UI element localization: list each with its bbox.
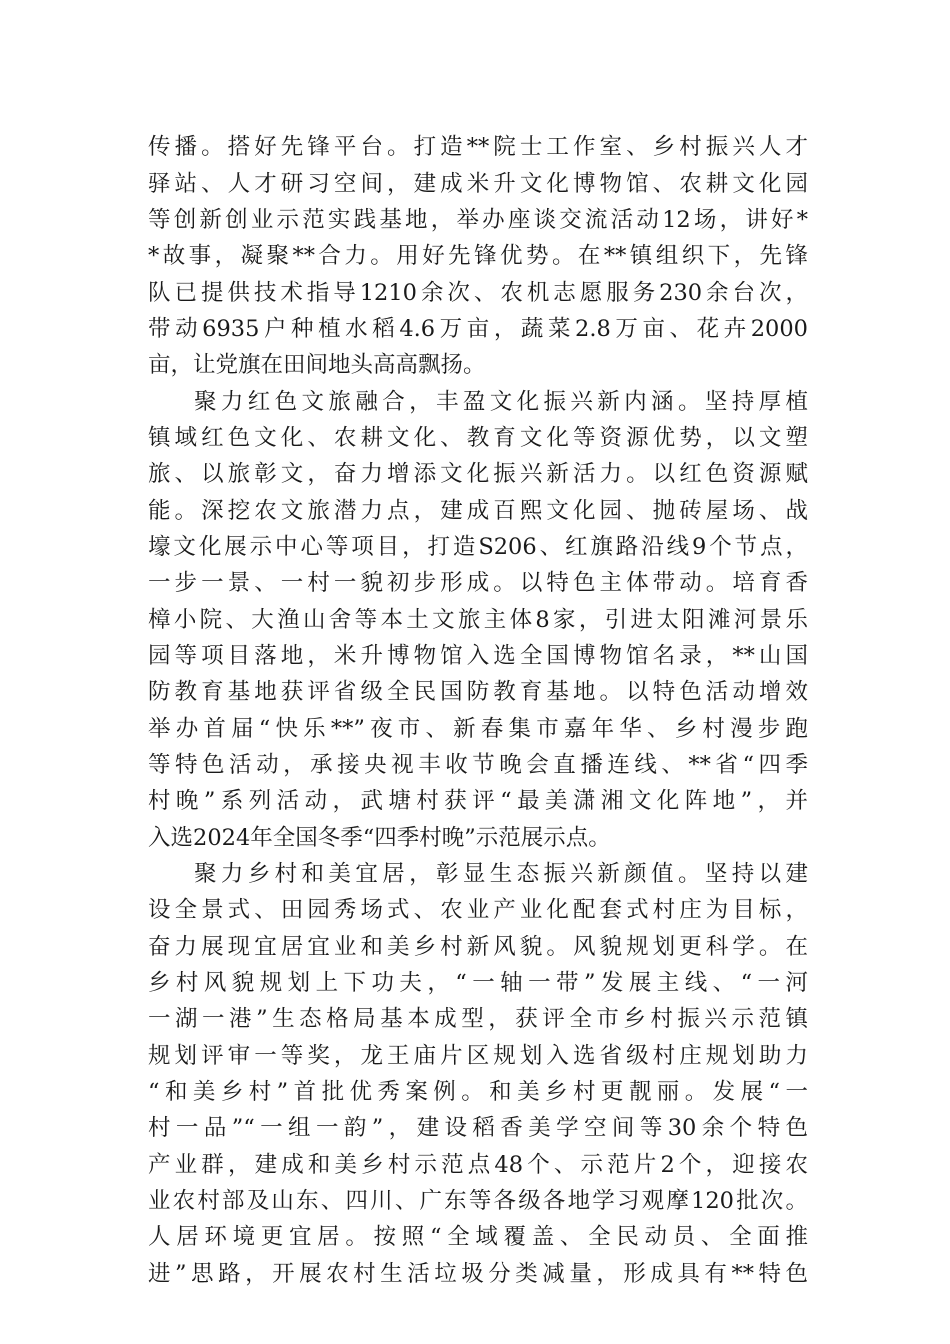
text-line: 亩，让党旗在田间地头高高飘扬。	[148, 352, 486, 378]
text-line: 等特色活动，承接央视丰收节晚会直播连线、**省“四季	[148, 752, 808, 778]
paragraph-first-line: 聚力红色文旅融合，丰盈文化振兴新内涵。坚持厚植	[194, 389, 808, 415]
text-line: 带动6935户种植水稻4.6万亩，蔬菜2.8万亩、花卉2000	[148, 316, 808, 342]
text-line: “和美乡村”首批优秀案例。和美乡村更靓丽。发展“一	[148, 1079, 808, 1105]
text-line: 樟小院、大渔山舍等本土文旅主体8家，引进太阳滩河景乐	[148, 607, 808, 633]
text-line: 规划评审一等奖，龙王庙片区规划入选省级村庄规划助力	[148, 1043, 808, 1069]
text-line: 入选2024年全国冬季“四季村晚”示范展示点。	[148, 825, 611, 851]
text-line: 举办首届“快乐**”夜市、新春集市嘉年华、乡村漫步跑	[148, 716, 808, 742]
paragraph-first-line: 聚力乡村和美宜居，彰显生态振兴新颜值。坚持以建	[194, 861, 808, 887]
text-line: 设全景式、田园秀场式、农业产业化配套式村庄为目标，	[148, 897, 808, 923]
text-line: 旅、以旅彰文，奋力增添文化振兴新活力。以红色资源赋	[148, 461, 808, 487]
text-line: 村晚”系列活动，武塘村获评“最美潇湘文化阵地”，并	[148, 788, 808, 814]
text-line: 奋力展现宜居宜业和美乡村新风貌。风貌规划更科学。在	[148, 934, 808, 960]
text-line: 等创新创业示范实践基地，举办座谈交流活动12场，讲好*	[148, 207, 808, 233]
text-line: 园等项目落地，米升博物馆入选全国博物馆名录，**山国	[148, 643, 808, 669]
text-line: 业农村部及山东、四川、广东等各级各地学习观摩120批次。	[148, 1188, 808, 1214]
text-line: 产业群，建成和美乡村示范点48个、示范片2个，迎接农	[148, 1152, 808, 1178]
text-line: 壕文化展示中心等项目，打造S206、红旗路沿线9个节点，	[148, 534, 808, 560]
text-line: 人居环境更宜居。按照“全域覆盖、全民动员、全面推	[148, 1224, 808, 1250]
text-line: 驿站、人才研习空间，建成米升文化博物馆、农耕文化园	[148, 171, 808, 197]
text-line: 队已提供技术指导1210余次、农机志愿服务230余台次，	[148, 280, 808, 306]
text-line: 能。深挖农文旅潜力点，建成百熙文化园、抛砖屋场、战	[148, 498, 808, 524]
text-line: 乡村风貌规划上下功夫，“一轴一带”发展主线、“一河	[148, 970, 808, 996]
text-line: 防教育基地获评省级全民国防教育基地。以特色活动增效	[148, 679, 808, 705]
text-line: 传播。搭好先锋平台。打造**院士工作室、乡村振兴人才	[148, 134, 808, 160]
text-line: 进”思路，开展农村生活垃圾分类减量，形成具有**特色	[148, 1261, 808, 1287]
text-line: 一步一景、一村一貌初步形成。以特色主体带动。培育香	[148, 570, 808, 596]
text-line: *故事，凝聚**合力。用好先锋优势。在**镇组织下，先锋	[148, 243, 808, 269]
text-line: 村一品”“一组一韵”，建设稻香美学空间等30余个特色	[148, 1115, 808, 1141]
text-line: 镇域红色文化、农耕文化、教育文化等资源优势，以文塑	[148, 425, 808, 451]
text-line: 一湖一港”生态格局基本成型，获评全市乡村振兴示范镇	[148, 1006, 808, 1032]
